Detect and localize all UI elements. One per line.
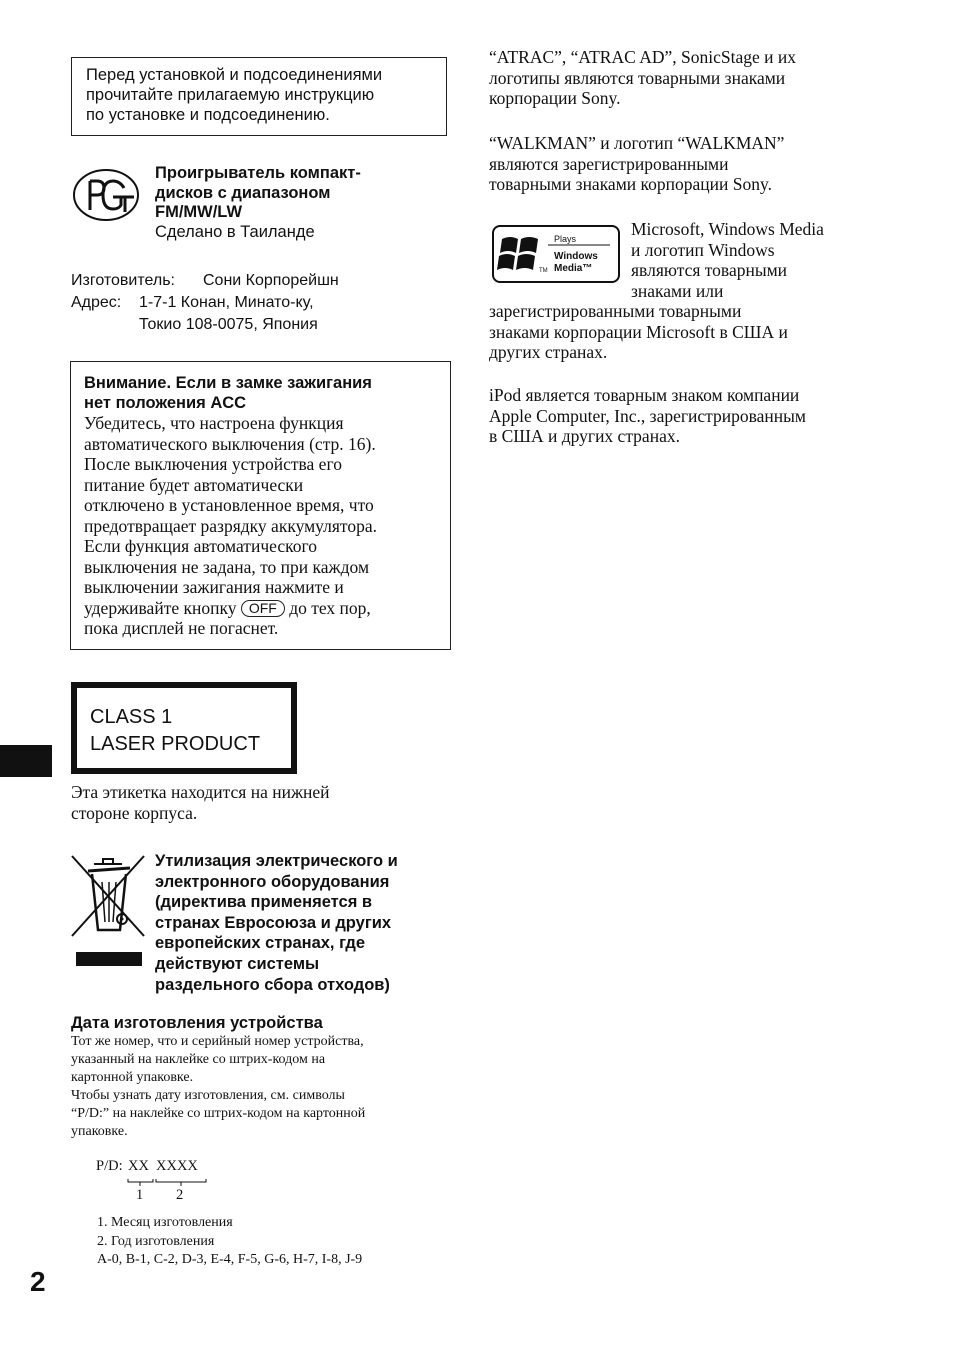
trademark-line: корпорации Sony. xyxy=(489,88,621,108)
laser-label-line: CLASS 1 xyxy=(90,706,173,728)
product-name-line: Проигрыватель компакт- xyxy=(155,164,361,182)
manufacture-date-heading: Дата изготовления устройства xyxy=(71,1014,323,1032)
address-line: 1-7-1 Конан, Минато-ку, xyxy=(139,294,314,311)
acc-warning-box xyxy=(70,361,451,650)
trademark-line: знаками корпорации Microsoft в США и xyxy=(489,321,788,342)
weee-black-bar xyxy=(76,952,142,966)
trademark-line: товарными знаками корпорации Sony. xyxy=(489,174,772,194)
date-text-line: картонной упаковке. xyxy=(71,1070,194,1085)
trademark-line: “ATRAC”, “ATRAC AD”, SonicStage и их xyxy=(489,47,796,67)
weee-title-line: европейских странах, где xyxy=(155,934,365,953)
trademark-line: Apple Computer, Inc., зарегистрированным xyxy=(489,405,806,426)
warning-title-line: нет положения ACC xyxy=(84,394,247,412)
page-number: 2 xyxy=(30,1266,46,1297)
wm-media-text: Media™ xyxy=(554,263,593,274)
weee-title-line: действуют системы xyxy=(155,954,320,973)
laser-label-line: LASER PRODUCT xyxy=(90,733,261,755)
walkman-trademark xyxy=(489,133,879,195)
weee-title-line: странах Евросоюза и других xyxy=(155,913,392,932)
legend-line: 2. Год изготовления xyxy=(97,1233,215,1249)
microsoft-trademark-full xyxy=(489,301,879,363)
date-text-line: “P/D:” на наклейке со штрих-кодом на картонной xyxy=(71,1106,366,1121)
warning-text-line: питание будет автоматически xyxy=(84,474,304,495)
trademark-line: Microsoft, Windows Media xyxy=(631,219,824,239)
trademark-line: логотипы являются товарными знаками xyxy=(489,67,786,88)
label-note-line: Эта этикетка находится на нижней xyxy=(71,782,330,802)
warning-text-line: предотвращает разрядку аккумулятора. xyxy=(84,515,377,536)
label-note-line: стороне корпуса. xyxy=(71,803,198,823)
install-note-box xyxy=(71,57,447,136)
trademark-line: знаками или xyxy=(631,280,724,301)
install-note-line: прочитайте прилагаемую инструкцию xyxy=(86,86,375,104)
trademark-line: являются товарными xyxy=(631,260,788,280)
trademark-line: iPod является товарным знаком компании xyxy=(489,385,800,405)
pd-legend xyxy=(97,1214,457,1270)
trademark-line: и логотип Windows xyxy=(631,239,775,260)
weee-title-line: Утилизация электрического и xyxy=(155,852,398,870)
microsoft-trademark-right xyxy=(631,219,881,301)
pd-marker-1: 1 xyxy=(136,1187,144,1203)
trademark-line: являются зарегистрированными xyxy=(489,153,729,174)
warning-text-line: Если функция автоматического xyxy=(84,536,317,556)
legend-line: A-0, B-1, C-2, D-3, E-4, F-5, G-6, H-7, I-8, J-9 xyxy=(97,1252,363,1267)
language-tab-marker xyxy=(0,745,52,777)
manufacturer-label: Изготовитель: xyxy=(71,272,175,289)
plays-windows-media-logo xyxy=(492,225,620,283)
pd-year-code: XXXX xyxy=(156,1158,198,1174)
manufacturer-name: Сони Корпорейшн xyxy=(203,272,339,289)
off-button-symbol: OFF xyxy=(241,600,285,617)
wm-plays-text: Plays xyxy=(554,234,577,244)
label-location-note xyxy=(71,782,451,824)
warning-text-line: пока дисплей не погаснет. xyxy=(84,618,279,638)
warning-text-line: выключении зажигания нажмите и xyxy=(84,577,344,597)
pd-marker-2: 2 xyxy=(176,1187,184,1203)
class1-laser-label xyxy=(71,682,297,774)
trademark-line: “WALKMAN” и логотип “WALKMAN” xyxy=(489,133,785,153)
address-line: Токио 108-0075, Япония xyxy=(139,316,318,333)
hold-prefix: удерживайте кнопку xyxy=(84,597,237,618)
atrac-trademark xyxy=(489,47,879,109)
ipod-trademark xyxy=(489,385,879,447)
pd-code-diagram xyxy=(96,1158,226,1208)
weee-title xyxy=(155,851,450,995)
weee-title-line: (директива применяется в xyxy=(155,893,373,912)
date-text-line: упаковке. xyxy=(71,1124,128,1139)
product-info xyxy=(155,164,445,242)
date-text-line: Тот же номер, что и серийный номер устройства, xyxy=(71,1034,364,1049)
pd-brackets xyxy=(96,1158,226,1208)
trademark-line: других странах. xyxy=(489,342,608,362)
hold-suffix: до тех пор, xyxy=(289,597,371,618)
warning-title-line: Внимание. Если в замке зажигания xyxy=(84,374,372,392)
install-note-line: по установке и подсоединению. xyxy=(86,106,330,124)
warning-text-line: выключения не задана, то при каждом xyxy=(84,556,370,577)
wm-windows-text: Windows xyxy=(554,251,598,262)
weee-title-line: электронного оборудования xyxy=(155,872,390,891)
install-note-line: Перед установкой и подсоединениями xyxy=(86,66,383,84)
address-label: Адрес: xyxy=(71,294,122,311)
manufacturer-info xyxy=(71,270,451,336)
made-in: Сделано в Таиланде xyxy=(155,222,315,241)
crossed-bin-icon xyxy=(70,854,146,968)
product-name-line: дисков с диапазоном xyxy=(155,183,331,202)
date-text-line: указанный на наклейке со штрих-кодом на xyxy=(71,1052,326,1067)
trademark-line: в США и других странах. xyxy=(489,426,680,446)
pd-month-code: XX xyxy=(128,1158,149,1174)
trademark-line: зарегистрированными товарными xyxy=(489,301,742,321)
warning-text-line xyxy=(84,598,438,619)
pd-prefix: P/D: xyxy=(96,1158,123,1174)
manufacture-date-text xyxy=(71,1033,451,1141)
gost-certification-icon xyxy=(72,168,140,222)
product-name-line: FM/MW/LW xyxy=(155,203,243,221)
warning-text-line: отключено в установленное время, что xyxy=(84,495,374,515)
wm-tm-text: TM xyxy=(539,268,548,274)
warning-text-line: автоматического выключения (стр. 16). xyxy=(84,433,376,454)
warning-text-line: Убедитесь, что настроена функция xyxy=(84,413,344,433)
weee-title-line: раздельного сбора отходов) xyxy=(155,975,390,994)
warning-text-line: После выключения устройства его xyxy=(84,454,342,474)
legend-line: 1. Месяц изготовления xyxy=(97,1215,233,1230)
date-text-line: Чтобы узнать дату изготовления, см. символы xyxy=(71,1088,345,1103)
